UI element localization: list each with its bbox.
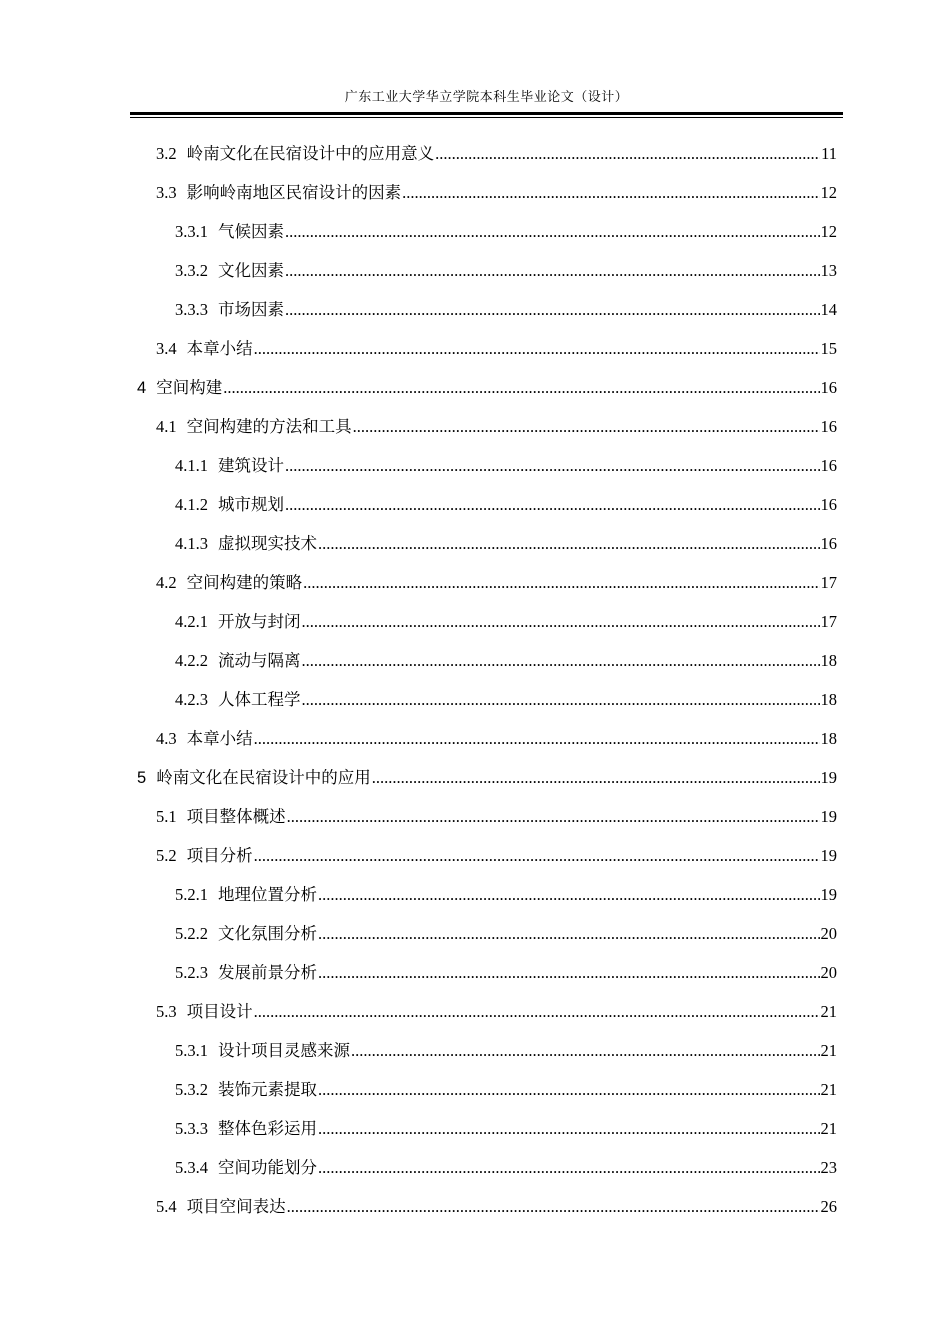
toc-entry-number: 3.4 — [156, 339, 177, 358]
toc-entry-title: 建筑设计 — [218, 456, 284, 475]
toc-entry-title: 城市规划 — [218, 495, 284, 514]
toc-entry-page-number: 21 — [820, 1119, 837, 1138]
toc-entry-page-number: 14 — [820, 300, 837, 319]
toc-entry-page-number: 26 — [820, 1197, 837, 1216]
toc-entry[interactable] — [175, 485, 837, 524]
toc-entry-title: 设计项目灵感来源 — [218, 1041, 350, 1060]
toc-entry-page-number: 20 — [820, 924, 837, 943]
toc-dot-leader — [372, 758, 820, 797]
toc-dot-leader — [302, 602, 820, 641]
toc-entry-page-number: 16 — [820, 534, 837, 553]
toc-entry-title: 发展前景分析 — [218, 963, 317, 982]
toc-entry-number: 5.1 — [156, 807, 177, 826]
toc-entry[interactable] — [175, 1109, 837, 1148]
toc-entry-title: 本章小结 — [186, 339, 253, 358]
toc-entry-title: 项目整体概述 — [186, 807, 286, 826]
toc-entry-number: 3.2 — [156, 144, 177, 163]
toc-entry-number: 5.3.2 — [175, 1080, 208, 1099]
toc-entry[interactable] — [175, 446, 837, 485]
toc-entry-title: 人体工程学 — [218, 690, 301, 709]
toc-entry-page-number: 18 — [820, 651, 837, 670]
toc-entry-number: 3.3 — [156, 183, 177, 202]
toc-entry-page-number: 15 — [820, 339, 837, 358]
toc-dot-leader — [287, 797, 820, 836]
toc-dot-leader — [318, 953, 820, 992]
toc-dot-leader — [318, 1148, 820, 1187]
toc-entry-number: 5.3.1 — [175, 1041, 208, 1060]
toc-dot-leader — [303, 563, 819, 602]
toc-dot-leader — [318, 1109, 820, 1148]
toc-entry[interactable] — [156, 134, 837, 173]
toc-dot-leader — [223, 368, 819, 407]
toc-entry[interactable] — [175, 680, 837, 719]
toc-entry-page-number: 12 — [820, 183, 837, 202]
header-rule-thin — [130, 117, 843, 118]
toc-entry-page-number: 21 — [820, 1041, 837, 1060]
toc-dot-leader — [302, 641, 820, 680]
toc-entry[interactable] — [175, 524, 837, 563]
toc-entry-number: 5.2.1 — [175, 885, 208, 904]
toc-entry[interactable] — [156, 992, 837, 1031]
toc-dot-leader — [302, 680, 820, 719]
toc-entry-title: 本章小结 — [186, 729, 253, 748]
toc-entry-page-number: 17 — [820, 573, 837, 592]
toc-entry-title: 空间功能划分 — [218, 1158, 317, 1177]
toc-entry-title: 市场因素 — [218, 300, 284, 319]
toc-dot-leader — [353, 407, 820, 446]
toc-dot-leader — [351, 1031, 820, 1070]
toc-entry-number: 5.3.4 — [175, 1158, 208, 1177]
toc-entry-number: 3.3.1 — [175, 222, 208, 241]
toc-entry-page-number: 20 — [820, 963, 837, 982]
toc-entry-page-number: 21 — [820, 1002, 837, 1021]
toc-entry-title: 流动与隔离 — [218, 651, 301, 670]
toc-entry-number: 4.1 — [156, 417, 177, 436]
toc-entry-number: 5.2.2 — [175, 924, 208, 943]
toc-entry-number: 4.1.2 — [175, 495, 208, 514]
toc-entry-number: 5.3.3 — [175, 1119, 208, 1138]
toc-dot-leader — [318, 914, 820, 953]
toc-entry[interactable] — [175, 875, 837, 914]
toc-entry-page-number: 19 — [820, 885, 837, 904]
toc-dot-leader — [254, 329, 820, 368]
toc-entry[interactable] — [175, 1070, 837, 1109]
toc-entry-title: 项目设计 — [186, 1002, 253, 1021]
toc-dot-leader — [318, 875, 820, 914]
toc-entry-number: 5.2.3 — [175, 963, 208, 982]
toc-entry-title: 岭南文化在民宿设计中的应用 — [156, 769, 371, 787]
toc-entry-number: 5.2 — [156, 846, 177, 865]
toc-dot-leader — [254, 719, 820, 758]
toc-entry-number: 5.4 — [156, 1197, 177, 1216]
toc-entry-page-number: 12 — [820, 222, 837, 241]
toc-entry[interactable] — [156, 797, 837, 836]
toc-dot-leader — [285, 290, 820, 329]
toc-dot-leader — [402, 173, 819, 212]
toc-entry-title: 整体色彩运用 — [218, 1119, 317, 1138]
toc-entry[interactable] — [156, 173, 837, 212]
toc-entry-title: 项目空间表达 — [186, 1197, 286, 1216]
toc-dot-leader — [287, 1187, 820, 1226]
toc-entry-page-number: 23 — [820, 1158, 837, 1177]
toc-dot-leader — [285, 446, 820, 485]
toc-entry-title: 气候因素 — [218, 222, 284, 241]
toc-entry-title: 项目分析 — [186, 846, 253, 865]
toc-entry[interactable] — [137, 758, 837, 797]
toc-entry-title: 空间构建 — [156, 379, 223, 397]
toc-dot-leader — [435, 134, 820, 173]
toc-entry-page-number: 21 — [820, 1080, 837, 1099]
page-header-title: 广东工业大学华立学院本科生毕业论文（设计） — [344, 89, 629, 104]
toc-entry[interactable] — [156, 719, 837, 758]
toc-dot-leader — [254, 992, 820, 1031]
toc-entry[interactable] — [175, 290, 837, 329]
toc-entry-page-number: 17 — [820, 612, 837, 631]
toc-entry-page-number: 16 — [820, 456, 837, 475]
toc-entry-number: 4.2.1 — [175, 612, 208, 631]
toc-entry-page-number: 19 — [820, 768, 837, 787]
toc-entry-number: 5.3 — [156, 1002, 177, 1021]
toc-entry-number: 3.3.3 — [175, 300, 208, 319]
toc-entry-number: 4.2.3 — [175, 690, 208, 709]
toc-entry-title: 文化因素 — [218, 261, 284, 280]
toc-entry-title: 影响岭南地区民宿设计的因素 — [186, 183, 402, 202]
toc-entry-title: 文化氛围分析 — [218, 924, 317, 943]
toc-entry-page-number: 18 — [820, 729, 837, 748]
toc-entry-number: 4 — [137, 379, 147, 397]
toc-entry-number: 4.1.3 — [175, 534, 208, 553]
toc-entry-page-number: 16 — [820, 378, 837, 397]
toc-entry[interactable] — [175, 914, 837, 953]
toc-entry[interactable] — [175, 602, 837, 641]
toc-entry-title: 虚拟现实技术 — [218, 534, 317, 553]
toc-entry[interactable] — [156, 1187, 837, 1226]
toc-entry-title: 空间构建的策略 — [186, 573, 303, 592]
toc-entry-page-number: 19 — [820, 807, 837, 826]
toc-entry-number: 4.2 — [156, 573, 177, 592]
toc-entry-title: 空间构建的方法和工具 — [186, 417, 352, 436]
toc-entry-number: 4.2.2 — [175, 651, 208, 670]
toc-entry-title: 岭南文化在民宿设计中的应用意义 — [186, 144, 435, 163]
toc-entry[interactable] — [175, 953, 837, 992]
toc-entry-number: 5 — [137, 769, 147, 787]
toc-entry-number: 3.3.2 — [175, 261, 208, 280]
toc-entry-title: 装饰元素提取 — [218, 1080, 317, 1099]
toc-entry[interactable] — [175, 212, 837, 251]
toc-entry-page-number: 16 — [820, 417, 837, 436]
toc-dot-leader — [285, 485, 820, 524]
header-rule-thick — [130, 112, 843, 115]
toc-dot-leader — [285, 212, 820, 251]
toc-entry[interactable] — [156, 329, 837, 368]
toc-entry-title: 开放与封闭 — [218, 612, 301, 631]
toc-entry-number: 4.1.1 — [175, 456, 208, 475]
toc-entry[interactable] — [156, 407, 837, 446]
toc-entry-page-number: 11 — [821, 144, 837, 163]
toc-dot-leader — [318, 524, 820, 563]
toc-entry-page-number: 16 — [820, 495, 837, 514]
toc-entry-page-number: 13 — [820, 261, 837, 280]
toc-entry[interactable] — [175, 1031, 837, 1070]
toc-dot-leader — [285, 251, 820, 290]
toc-entry-title: 地理位置分析 — [218, 885, 317, 904]
toc-entry[interactable] — [156, 563, 837, 602]
toc-entry-page-number: 19 — [820, 846, 837, 865]
toc-dot-leader — [254, 836, 820, 875]
toc-entry[interactable] — [175, 251, 837, 290]
toc-dot-leader — [318, 1070, 820, 1109]
toc-entry[interactable] — [156, 836, 837, 875]
toc-entry[interactable] — [175, 641, 837, 680]
toc-entry[interactable] — [137, 368, 837, 407]
toc-entry[interactable] — [175, 1148, 837, 1187]
toc-entry-number: 4.3 — [156, 729, 177, 748]
toc-entry-page-number: 18 — [820, 690, 837, 709]
